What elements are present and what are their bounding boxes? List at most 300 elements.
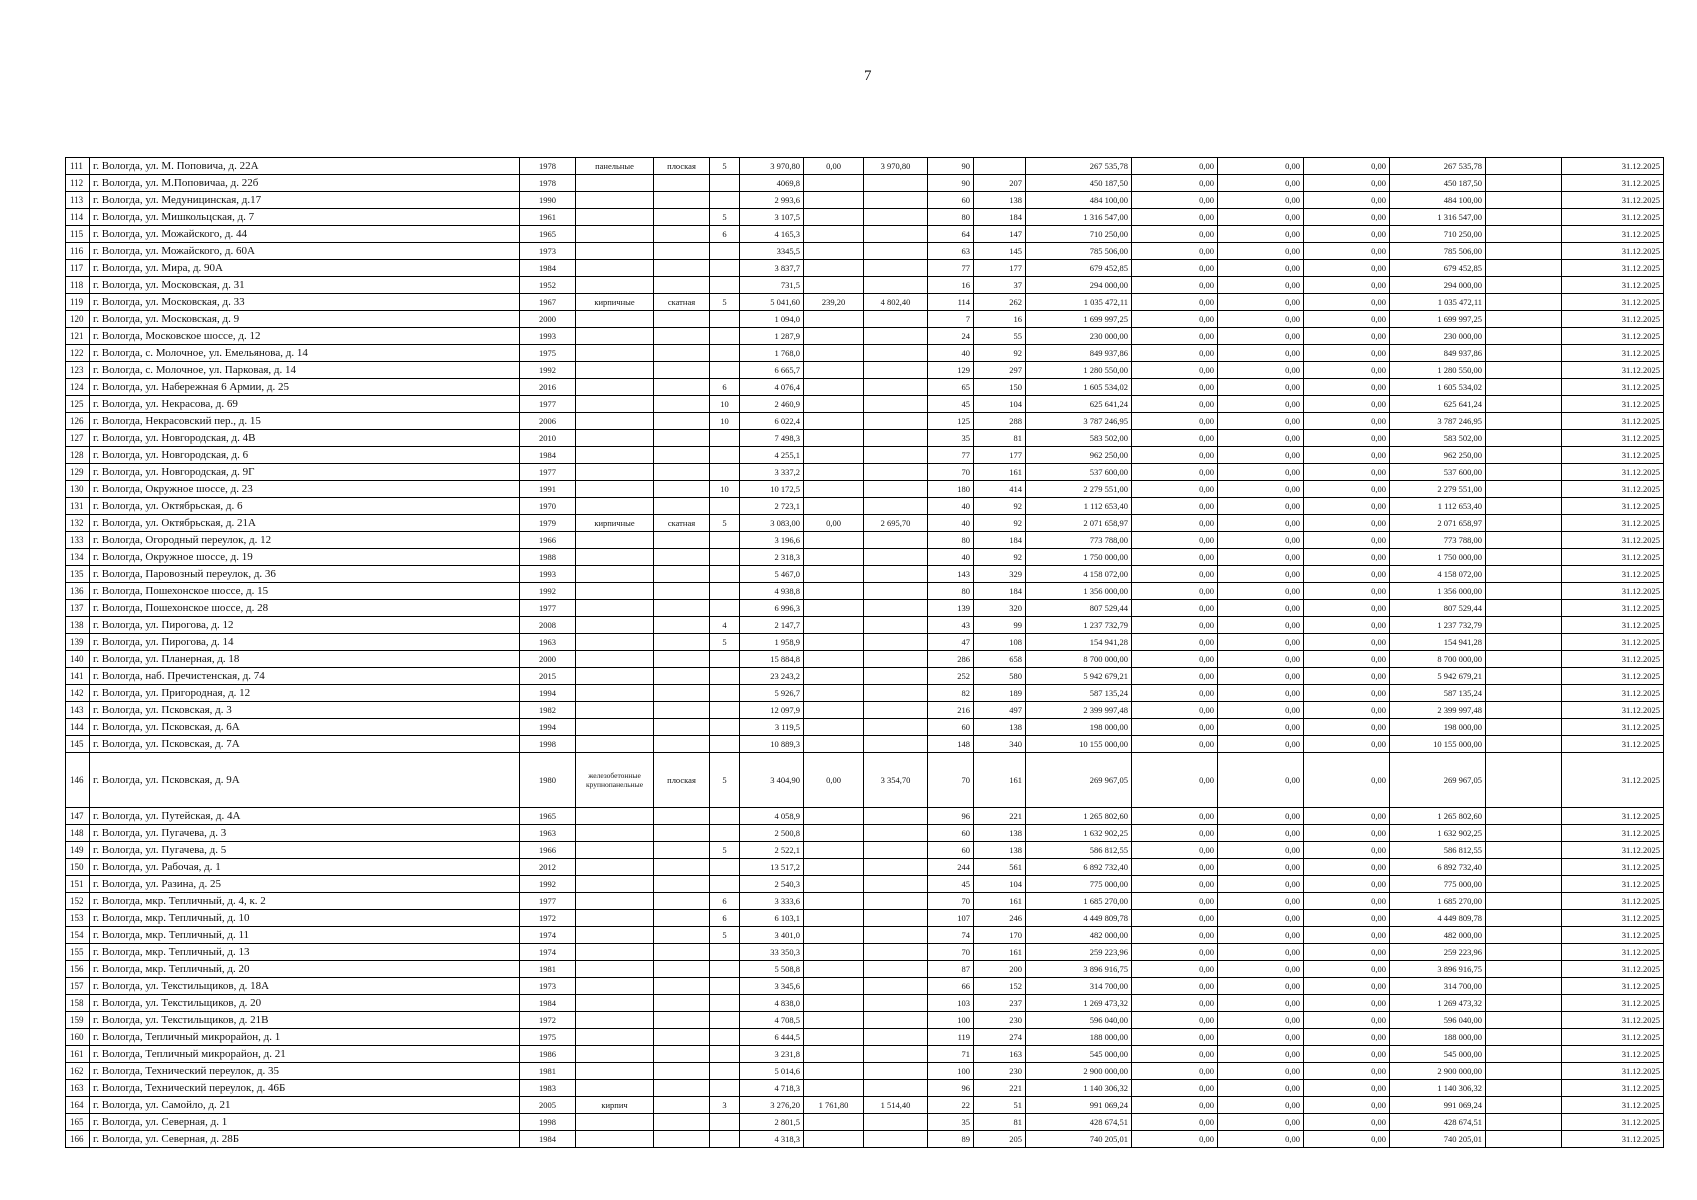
row-number-cell: 112 [66, 175, 90, 192]
note-cell [1486, 753, 1562, 808]
year-built-cell: 2000 [520, 651, 576, 668]
wall-material-cell [576, 859, 654, 876]
funding-2-cell: 0,00 [1218, 175, 1304, 192]
area-a-cell [804, 893, 864, 910]
table-row [66, 1114, 1664, 1131]
residents-cell: 184 [974, 532, 1026, 549]
total-area-cell: 3 276,20 [740, 1097, 804, 1114]
total-area-cell: 5 926,7 [740, 685, 804, 702]
area-b-cell [864, 192, 928, 209]
table-row [66, 1063, 1664, 1080]
funding-2-cell: 0,00 [1218, 1131, 1304, 1148]
cost-total-cell: 1 269 473,32 [1026, 995, 1132, 1012]
funding-3-cell: 0,00 [1304, 209, 1390, 226]
cost-final-cell: 773 788,00 [1390, 532, 1486, 549]
funding-3-cell: 0,00 [1304, 277, 1390, 294]
area-b-cell [864, 927, 928, 944]
row-number-cell: 145 [66, 736, 90, 753]
page-number: 7 [864, 68, 872, 84]
area-a-cell [804, 702, 864, 719]
area-a-cell [804, 328, 864, 345]
cost-final-cell: 294 000,00 [1390, 277, 1486, 294]
row-number-cell: 154 [66, 927, 90, 944]
roof-type-cell [654, 702, 710, 719]
area-a-cell [804, 859, 864, 876]
residents-cell: 658 [974, 651, 1026, 668]
cost-final-cell: 1 605 534,02 [1390, 379, 1486, 396]
cost-total-cell: 773 788,00 [1026, 532, 1132, 549]
floors-cell [710, 600, 740, 617]
funding-3-cell: 0,00 [1304, 910, 1390, 927]
residents-cell: 497 [974, 702, 1026, 719]
deadline-cell: 31.12.2025 [1562, 1097, 1664, 1114]
row-number-cell: 142 [66, 685, 90, 702]
area-a-cell: 0,00 [804, 753, 864, 808]
funding-1-cell: 0,00 [1132, 566, 1218, 583]
cost-final-cell: 1 035 472,11 [1390, 294, 1486, 311]
address-cell: г. Вологда, ул. Северная, д. 28Б [90, 1131, 520, 1148]
address-cell: г. Вологда, ул. Самойло, д. 21 [90, 1097, 520, 1114]
apartments-cell: 35 [928, 1114, 974, 1131]
funding-3-cell: 0,00 [1304, 753, 1390, 808]
table-row [66, 430, 1664, 447]
cost-final-cell: 537 600,00 [1390, 464, 1486, 481]
funding-2-cell: 0,00 [1218, 927, 1304, 944]
table-row [66, 175, 1664, 192]
area-a-cell [804, 617, 864, 634]
roof-type-cell [654, 1114, 710, 1131]
funding-3-cell: 0,00 [1304, 668, 1390, 685]
funding-2-cell: 0,00 [1218, 345, 1304, 362]
wall-material-cell [576, 927, 654, 944]
cost-final-cell: 428 674,51 [1390, 1114, 1486, 1131]
apartments-cell: 47 [928, 634, 974, 651]
roof-type-cell: плоская [654, 158, 710, 175]
floors-cell: 10 [710, 396, 740, 413]
funding-1-cell: 0,00 [1132, 515, 1218, 532]
cost-total-cell: 849 937,86 [1026, 345, 1132, 362]
row-number-cell: 129 [66, 464, 90, 481]
cost-final-cell: 3 896 916,75 [1390, 961, 1486, 978]
funding-1-cell: 0,00 [1132, 876, 1218, 893]
apartments-cell: 143 [928, 566, 974, 583]
cost-final-cell: 596 040,00 [1390, 1012, 1486, 1029]
funding-2-cell: 0,00 [1218, 1012, 1304, 1029]
note-cell [1486, 192, 1562, 209]
funding-3-cell: 0,00 [1304, 1080, 1390, 1097]
total-area-cell: 3 196,6 [740, 532, 804, 549]
funding-1-cell: 0,00 [1132, 328, 1218, 345]
floors-cell [710, 808, 740, 825]
row-number-cell: 158 [66, 995, 90, 1012]
deadline-cell: 31.12.2025 [1562, 617, 1664, 634]
area-b-cell [864, 430, 928, 447]
cost-total-cell: 1 316 547,00 [1026, 209, 1132, 226]
deadline-cell: 31.12.2025 [1562, 209, 1664, 226]
funding-3-cell: 0,00 [1304, 1029, 1390, 1046]
residents-cell: 200 [974, 961, 1026, 978]
roof-type-cell [654, 859, 710, 876]
funding-1-cell: 0,00 [1132, 893, 1218, 910]
wall-material-cell [576, 685, 654, 702]
address-cell: г. Вологда, с. Молочное, ул. Парковая, д. 14 [90, 362, 520, 379]
deadline-cell: 31.12.2025 [1562, 719, 1664, 736]
floors-cell [710, 1029, 740, 1046]
funding-1-cell: 0,00 [1132, 532, 1218, 549]
note-cell [1486, 549, 1562, 566]
cost-final-cell: 482 000,00 [1390, 927, 1486, 944]
roof-type-cell [654, 583, 710, 600]
area-b-cell [864, 685, 928, 702]
cost-final-cell: 2 071 658,97 [1390, 515, 1486, 532]
residents-cell: 340 [974, 736, 1026, 753]
row-number-cell: 144 [66, 719, 90, 736]
residents-cell: 161 [974, 464, 1026, 481]
note-cell [1486, 617, 1562, 634]
year-built-cell: 1952 [520, 277, 576, 294]
apartments-cell: 252 [928, 668, 974, 685]
total-area-cell: 3 837,7 [740, 260, 804, 277]
roof-type-cell [654, 600, 710, 617]
funding-3-cell: 0,00 [1304, 978, 1390, 995]
note-cell [1486, 311, 1562, 328]
funding-1-cell: 0,00 [1132, 430, 1218, 447]
year-built-cell: 1973 [520, 243, 576, 260]
funding-2-cell: 0,00 [1218, 277, 1304, 294]
funding-3-cell: 0,00 [1304, 379, 1390, 396]
area-a-cell [804, 1063, 864, 1080]
deadline-cell: 31.12.2025 [1562, 736, 1664, 753]
funding-3-cell: 0,00 [1304, 362, 1390, 379]
note-cell [1486, 702, 1562, 719]
area-b-cell [864, 651, 928, 668]
address-cell: г. Вологда, Технический переулок, д. 35 [90, 1063, 520, 1080]
apartments-cell: 70 [928, 753, 974, 808]
deadline-cell: 31.12.2025 [1562, 294, 1664, 311]
roof-type-cell [654, 617, 710, 634]
apartments-cell: 87 [928, 961, 974, 978]
area-b-cell [864, 447, 928, 464]
table-row [66, 600, 1664, 617]
funding-1-cell: 0,00 [1132, 702, 1218, 719]
roof-type-cell [654, 944, 710, 961]
address-cell: г. Вологда, ул. Мишкольцская, д. 7 [90, 209, 520, 226]
row-number-cell: 157 [66, 978, 90, 995]
row-number-cell: 163 [66, 1080, 90, 1097]
funding-1-cell: 0,00 [1132, 719, 1218, 736]
wall-material-cell [576, 910, 654, 927]
area-a-cell [804, 226, 864, 243]
roof-type-cell [654, 1012, 710, 1029]
funding-3-cell: 0,00 [1304, 634, 1390, 651]
note-cell [1486, 583, 1562, 600]
area-b-cell: 2 695,70 [864, 515, 928, 532]
wall-material-cell [576, 277, 654, 294]
table-row [66, 825, 1664, 842]
funding-2-cell: 0,00 [1218, 260, 1304, 277]
funding-1-cell: 0,00 [1132, 978, 1218, 995]
address-cell: г. Вологда, ул. Новгородская, д. 4В [90, 430, 520, 447]
year-built-cell: 1981 [520, 1063, 576, 1080]
address-cell: г. Вологда, ул. М. Поповича, д. 22А [90, 158, 520, 175]
funding-2-cell: 0,00 [1218, 685, 1304, 702]
row-number-cell: 127 [66, 430, 90, 447]
roof-type-cell [654, 243, 710, 260]
cost-total-cell: 962 250,00 [1026, 447, 1132, 464]
wall-material-cell [576, 893, 654, 910]
wall-material-cell [576, 243, 654, 260]
total-area-cell: 2 318,3 [740, 549, 804, 566]
funding-1-cell: 0,00 [1132, 1046, 1218, 1063]
row-number-cell: 135 [66, 566, 90, 583]
deadline-cell: 31.12.2025 [1562, 927, 1664, 944]
area-b-cell [864, 583, 928, 600]
address-cell: г. Вологда, ул. Пугачева, д. 3 [90, 825, 520, 842]
residents-cell: 138 [974, 719, 1026, 736]
area-b-cell [864, 995, 928, 1012]
address-cell: г. Вологда, ул. Псковская, д. 9А [90, 753, 520, 808]
address-cell: г. Вологда, ул. Можайского, д. 60А [90, 243, 520, 260]
cost-final-cell: 625 641,24 [1390, 396, 1486, 413]
area-b-cell [864, 345, 928, 362]
address-cell: г. Вологда, ул. Октябрьская, д. 21А [90, 515, 520, 532]
area-a-cell [804, 1029, 864, 1046]
deadline-cell: 31.12.2025 [1562, 345, 1664, 362]
cost-final-cell: 484 100,00 [1390, 192, 1486, 209]
total-area-cell: 6 022,4 [740, 413, 804, 430]
funding-2-cell: 0,00 [1218, 447, 1304, 464]
wall-material-cell [576, 842, 654, 859]
funding-2-cell: 0,00 [1218, 566, 1304, 583]
funding-2-cell: 0,00 [1218, 995, 1304, 1012]
residents-cell: 92 [974, 498, 1026, 515]
roof-type-cell [654, 719, 710, 736]
total-area-cell: 2 540,3 [740, 876, 804, 893]
apartments-cell: 71 [928, 1046, 974, 1063]
funding-2-cell: 0,00 [1218, 736, 1304, 753]
row-number-cell: 153 [66, 910, 90, 927]
deadline-cell: 31.12.2025 [1562, 808, 1664, 825]
funding-1-cell: 0,00 [1132, 808, 1218, 825]
table-row [66, 961, 1664, 978]
residents-cell: 104 [974, 396, 1026, 413]
area-b-cell [864, 243, 928, 260]
funding-3-cell: 0,00 [1304, 498, 1390, 515]
total-area-cell: 15 884,8 [740, 651, 804, 668]
deadline-cell: 31.12.2025 [1562, 978, 1664, 995]
funding-3-cell: 0,00 [1304, 1012, 1390, 1029]
residents-cell: 177 [974, 447, 1026, 464]
area-b-cell [864, 1080, 928, 1097]
cost-total-cell: 625 641,24 [1026, 396, 1132, 413]
floors-cell: 4 [710, 617, 740, 634]
funding-3-cell: 0,00 [1304, 226, 1390, 243]
table-row [66, 277, 1664, 294]
cost-final-cell: 8 700 000,00 [1390, 651, 1486, 668]
residents-cell: 414 [974, 481, 1026, 498]
cost-total-cell: 1 750 000,00 [1026, 549, 1132, 566]
funding-2-cell: 0,00 [1218, 1114, 1304, 1131]
apartments-cell: 40 [928, 549, 974, 566]
apartments-cell: 66 [928, 978, 974, 995]
cost-final-cell: 267 535,78 [1390, 158, 1486, 175]
year-built-cell: 2008 [520, 617, 576, 634]
total-area-cell: 3 404,90 [740, 753, 804, 808]
apartments-cell: 107 [928, 910, 974, 927]
area-b-cell [864, 876, 928, 893]
area-a-cell [804, 634, 864, 651]
row-number-cell: 138 [66, 617, 90, 634]
residents-cell [974, 158, 1026, 175]
area-b-cell [864, 719, 928, 736]
cost-total-cell: 1 280 550,00 [1026, 362, 1132, 379]
table-row [66, 876, 1664, 893]
area-b-cell: 3 970,80 [864, 158, 928, 175]
residents-cell: 108 [974, 634, 1026, 651]
row-number-cell: 132 [66, 515, 90, 532]
residents-cell: 288 [974, 413, 1026, 430]
funding-3-cell: 0,00 [1304, 859, 1390, 876]
cost-final-cell: 740 205,01 [1390, 1131, 1486, 1148]
cost-total-cell: 1 237 732,79 [1026, 617, 1132, 634]
year-built-cell: 2015 [520, 668, 576, 685]
funding-1-cell: 0,00 [1132, 226, 1218, 243]
row-number-cell: 131 [66, 498, 90, 515]
address-cell: г. Вологда, ул. Пирогова, д. 12 [90, 617, 520, 634]
funding-3-cell: 0,00 [1304, 944, 1390, 961]
floors-cell [710, 995, 740, 1012]
row-number-cell: 113 [66, 192, 90, 209]
cost-final-cell: 1 112 653,40 [1390, 498, 1486, 515]
area-a-cell [804, 464, 864, 481]
apartments-cell: 244 [928, 859, 974, 876]
note-cell [1486, 243, 1562, 260]
roof-type-cell [654, 277, 710, 294]
residents-cell: 99 [974, 617, 1026, 634]
total-area-cell: 6 665,7 [740, 362, 804, 379]
funding-1-cell: 0,00 [1132, 1097, 1218, 1114]
residents-cell: 221 [974, 1080, 1026, 1097]
total-area-cell: 6 444,5 [740, 1029, 804, 1046]
floors-cell [710, 243, 740, 260]
floors-cell [710, 978, 740, 995]
floors-cell: 6 [710, 893, 740, 910]
area-b-cell [864, 328, 928, 345]
deadline-cell: 31.12.2025 [1562, 158, 1664, 175]
deadline-cell: 31.12.2025 [1562, 1012, 1664, 1029]
deadline-cell: 31.12.2025 [1562, 1131, 1664, 1148]
deadline-cell: 31.12.2025 [1562, 995, 1664, 1012]
area-b-cell [864, 1046, 928, 1063]
total-area-cell: 1 287,9 [740, 328, 804, 345]
area-b-cell [864, 396, 928, 413]
roof-type-cell [654, 808, 710, 825]
year-built-cell: 1977 [520, 893, 576, 910]
area-b-cell [864, 1012, 928, 1029]
cost-total-cell: 4 449 809,78 [1026, 910, 1132, 927]
funding-3-cell: 0,00 [1304, 481, 1390, 498]
deadline-cell: 31.12.2025 [1562, 600, 1664, 617]
cost-total-cell: 428 674,51 [1026, 1114, 1132, 1131]
residents-cell: 161 [974, 944, 1026, 961]
residents-cell: 138 [974, 825, 1026, 842]
cost-final-cell: 5 942 679,21 [1390, 668, 1486, 685]
funding-2-cell: 0,00 [1218, 294, 1304, 311]
note-cell [1486, 175, 1562, 192]
cost-final-cell: 4 449 809,78 [1390, 910, 1486, 927]
note-cell [1486, 260, 1562, 277]
table-row [66, 532, 1664, 549]
area-a-cell [804, 651, 864, 668]
area-b-cell [864, 498, 928, 515]
cost-total-cell: 2 071 658,97 [1026, 515, 1132, 532]
funding-1-cell: 0,00 [1132, 1012, 1218, 1029]
table-row [66, 859, 1664, 876]
note-cell [1486, 1063, 1562, 1080]
table-row [66, 413, 1664, 430]
table-row [66, 1097, 1664, 1114]
funding-2-cell: 0,00 [1218, 226, 1304, 243]
wall-material-cell: кирпичные [576, 515, 654, 532]
cost-total-cell: 267 535,78 [1026, 158, 1132, 175]
funding-3-cell: 0,00 [1304, 192, 1390, 209]
total-area-cell: 4 708,5 [740, 1012, 804, 1029]
apartments-cell: 139 [928, 600, 974, 617]
residents-cell: 580 [974, 668, 1026, 685]
residents-cell: 150 [974, 379, 1026, 396]
floors-cell [710, 702, 740, 719]
roof-type-cell [654, 549, 710, 566]
wall-material-cell [576, 634, 654, 651]
roof-type-cell: скатная [654, 515, 710, 532]
wall-material-cell [576, 328, 654, 345]
note-cell [1486, 927, 1562, 944]
note-cell [1486, 209, 1562, 226]
address-cell: г. Вологда, с. Молочное, ул. Емельянова, д. 14 [90, 345, 520, 362]
funding-1-cell: 0,00 [1132, 1063, 1218, 1080]
residents-cell: 55 [974, 328, 1026, 345]
wall-material-cell: кирпич [576, 1097, 654, 1114]
total-area-cell: 2 147,7 [740, 617, 804, 634]
total-area-cell: 3 333,6 [740, 893, 804, 910]
cost-final-cell: 775 000,00 [1390, 876, 1486, 893]
apartments-cell: 35 [928, 430, 974, 447]
cost-final-cell: 4 158 072,00 [1390, 566, 1486, 583]
row-number-cell: 146 [66, 753, 90, 808]
row-number-cell: 166 [66, 1131, 90, 1148]
roof-type-cell [654, 396, 710, 413]
cost-final-cell: 2 900 000,00 [1390, 1063, 1486, 1080]
roof-type-cell [654, 668, 710, 685]
address-cell: г. Вологда, ул. Текстильщиков, д. 21В [90, 1012, 520, 1029]
apartments-cell: 40 [928, 345, 974, 362]
cost-final-cell: 1 265 802,60 [1390, 808, 1486, 825]
deadline-cell: 31.12.2025 [1562, 1029, 1664, 1046]
funding-2-cell: 0,00 [1218, 859, 1304, 876]
apartments-cell: 90 [928, 175, 974, 192]
table-row [66, 158, 1664, 175]
roof-type-cell [654, 1029, 710, 1046]
address-cell: г. Вологда, ул. Текстильщиков, д. 18А [90, 978, 520, 995]
year-built-cell: 1982 [520, 702, 576, 719]
row-number-cell: 161 [66, 1046, 90, 1063]
wall-material-cell [576, 532, 654, 549]
cost-total-cell: 314 700,00 [1026, 978, 1132, 995]
floors-cell [710, 583, 740, 600]
year-built-cell: 1993 [520, 328, 576, 345]
roof-type-cell [654, 961, 710, 978]
floors-cell [710, 532, 740, 549]
